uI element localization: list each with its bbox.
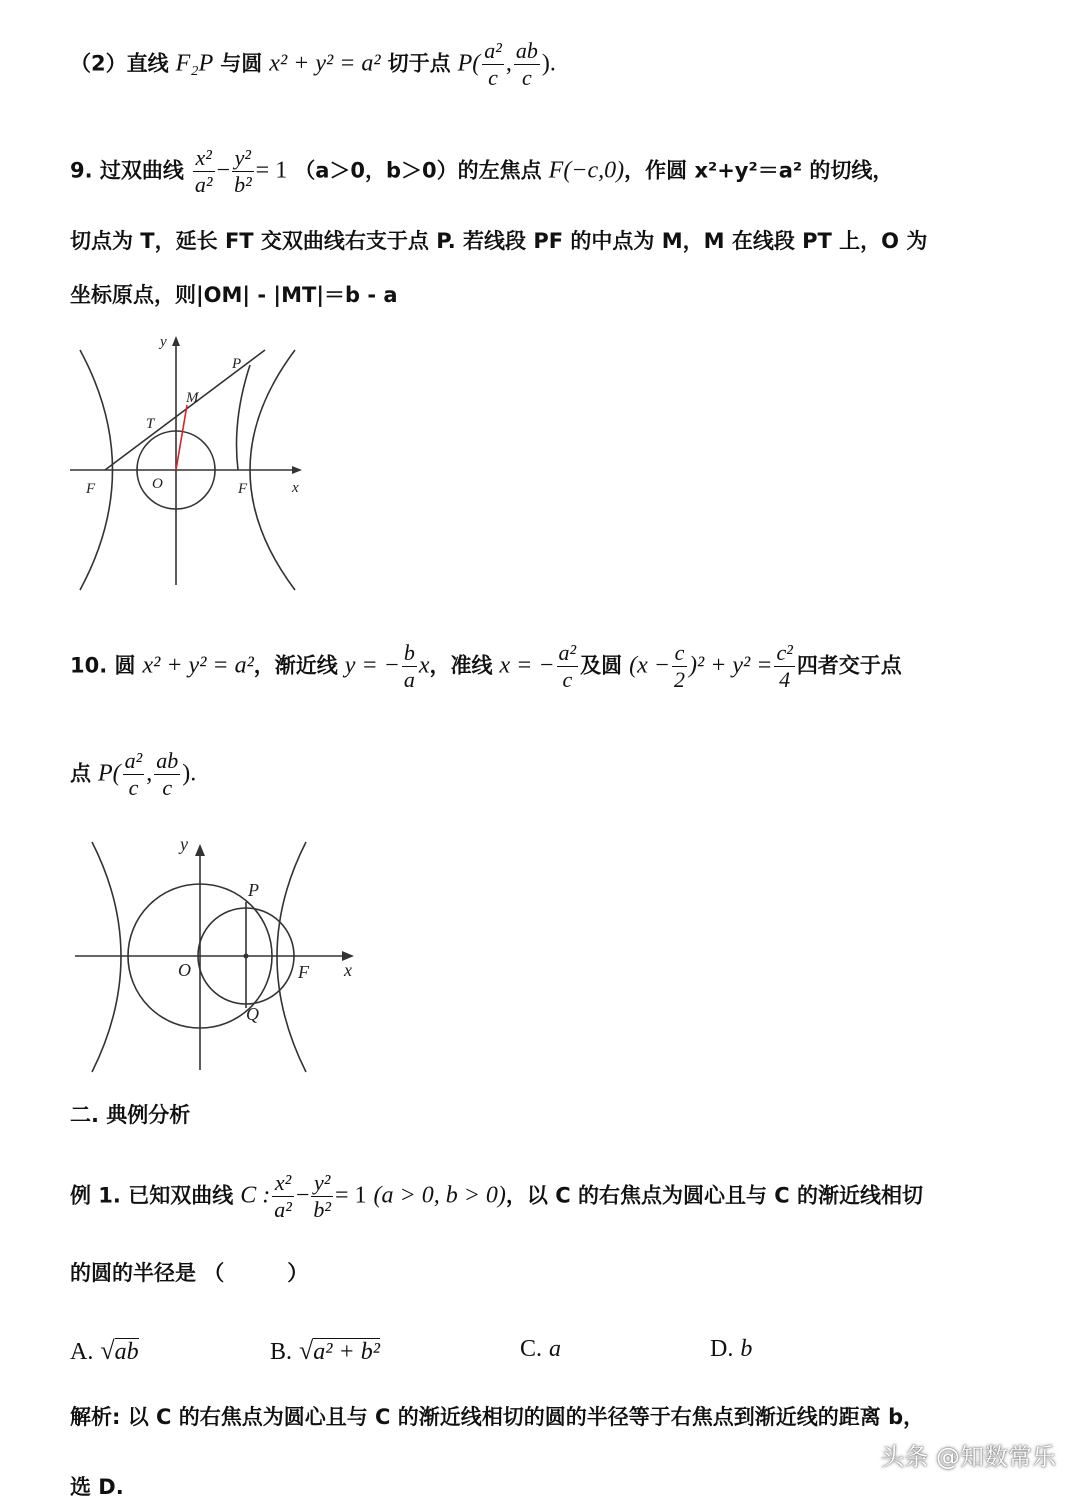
y-arrow [195, 844, 205, 856]
label-Q: Q [246, 1004, 259, 1024]
watermark: 头条 @知数常乐 [880, 1443, 1056, 1471]
fraction: $\frac{\text{a²}}{c}$ [558, 640, 577, 692]
item2-line: （2）直线 F₂P 与圆 x² + y² = a² 切于点 P( $\frac{\text{a²}}{c}$ , $\frac{ab}{c}$ ). [70, 38, 556, 90]
fraction: $\frac{\text{x²}}{\text{a²}}$ [194, 145, 213, 197]
label-x: x [292, 480, 299, 496]
x-arrow [292, 466, 302, 474]
hyperbola-left-branch [92, 842, 121, 1072]
label-y: y [180, 834, 188, 854]
label-O: O [152, 476, 163, 492]
option-A: A. √ab [70, 1336, 139, 1365]
label-M: M [186, 390, 199, 406]
label-F1: F [86, 481, 96, 497]
figure-hyperbola-circles [70, 830, 370, 1080]
item9-line3: 坐标原点，则|OM| - |MT|＝b - a [70, 283, 398, 307]
example1-line1: 例 1. 已知双曲线 C : $\frac{\text{x²}}{\text{a²}}$ − $\frac{\text{y²}}{\text{b²}}$ = 1 (a > 0, b > 0)，以 C 的右焦点为圆心且与 C 的渐近线相切 [70, 1170, 923, 1222]
option-C: C. a [520, 1336, 562, 1362]
fraction: $\frac{ab}{c}$ [515, 38, 538, 90]
fraction: $\frac{\text{y²}}{\text{b²}}$ [313, 1170, 331, 1222]
label-P: P [248, 880, 259, 900]
option-B: B. √a² + b² [270, 1336, 380, 1365]
line-PF2 [237, 365, 251, 470]
y-arrow [172, 336, 180, 346]
item9-line2: 切点为 T，延长 FT 交双曲线右支于点 P. 若线段 PF 的中点为 M，M 在线段 PT 上，O 为 [70, 229, 928, 253]
label-P: P [232, 356, 242, 372]
section-heading: 二. 典例分析 [70, 1103, 191, 1127]
example1-answer: 选 D. [70, 1475, 124, 1499]
item10-line2: 点 P( $\frac{\text{a²}}{c}$ , $\frac{ab}{c}$ ). [70, 748, 197, 800]
option-D: D. b [710, 1336, 753, 1362]
figure-hyperbola-tangent [60, 330, 320, 595]
example1-analysis: 解析: 以 C 的右焦点为圆心且与 C 的渐近线相切的圆的半径等于右焦点到渐近线的距离 b， [70, 1405, 925, 1429]
item10-line1: 10. 圆 x² + y² = a²，渐近线 y = − $\frac{b}{a}$ x，准线 x = − $\frac{\text{a²}}{c}$ 及圆 (x − $\frac{c}{2}$ )² + y² = $\frac{\text{c²}}{4}$ 四者交于点 [70, 640, 902, 692]
label-x: x [344, 960, 352, 980]
fraction: $\frac{c}{2}$ [674, 640, 685, 692]
fraction: $\frac{\text{a²}}{c}$ [124, 748, 143, 800]
label-F2: F [238, 481, 248, 497]
label-T: T [146, 416, 155, 432]
hyperbola-right-branch [277, 842, 306, 1072]
example1-line2: 的圆的半径是 （ ） [70, 1261, 309, 1285]
fraction: $\frac{\text{c²}}{4}$ [776, 640, 793, 692]
label-F: F [298, 962, 309, 982]
fraction: $\frac{\text{a²}}{c}$ [484, 38, 502, 90]
label-O: O [178, 960, 191, 980]
fraction: $\frac{\text{x²}}{\text{a²}}$ [274, 1170, 292, 1222]
label-y: y [160, 334, 167, 350]
point-center [244, 954, 249, 959]
fraction: $\frac{b}{a}$ [403, 640, 415, 692]
fraction: $\frac{\text{y²}}{\text{b²}}$ [234, 145, 252, 197]
item9-line1: 9. 过双曲线 $\frac{\text{x²}}{\text{a²}}$ − $\frac{\text{y²}}{\text{b²}}$ = 1 （a＞0，b＞0）的左焦点 F(−c,0)，作圆 x²+y²＝a² 的切线， [70, 145, 894, 197]
fraction: $\frac{ab}{c}$ [156, 748, 179, 800]
